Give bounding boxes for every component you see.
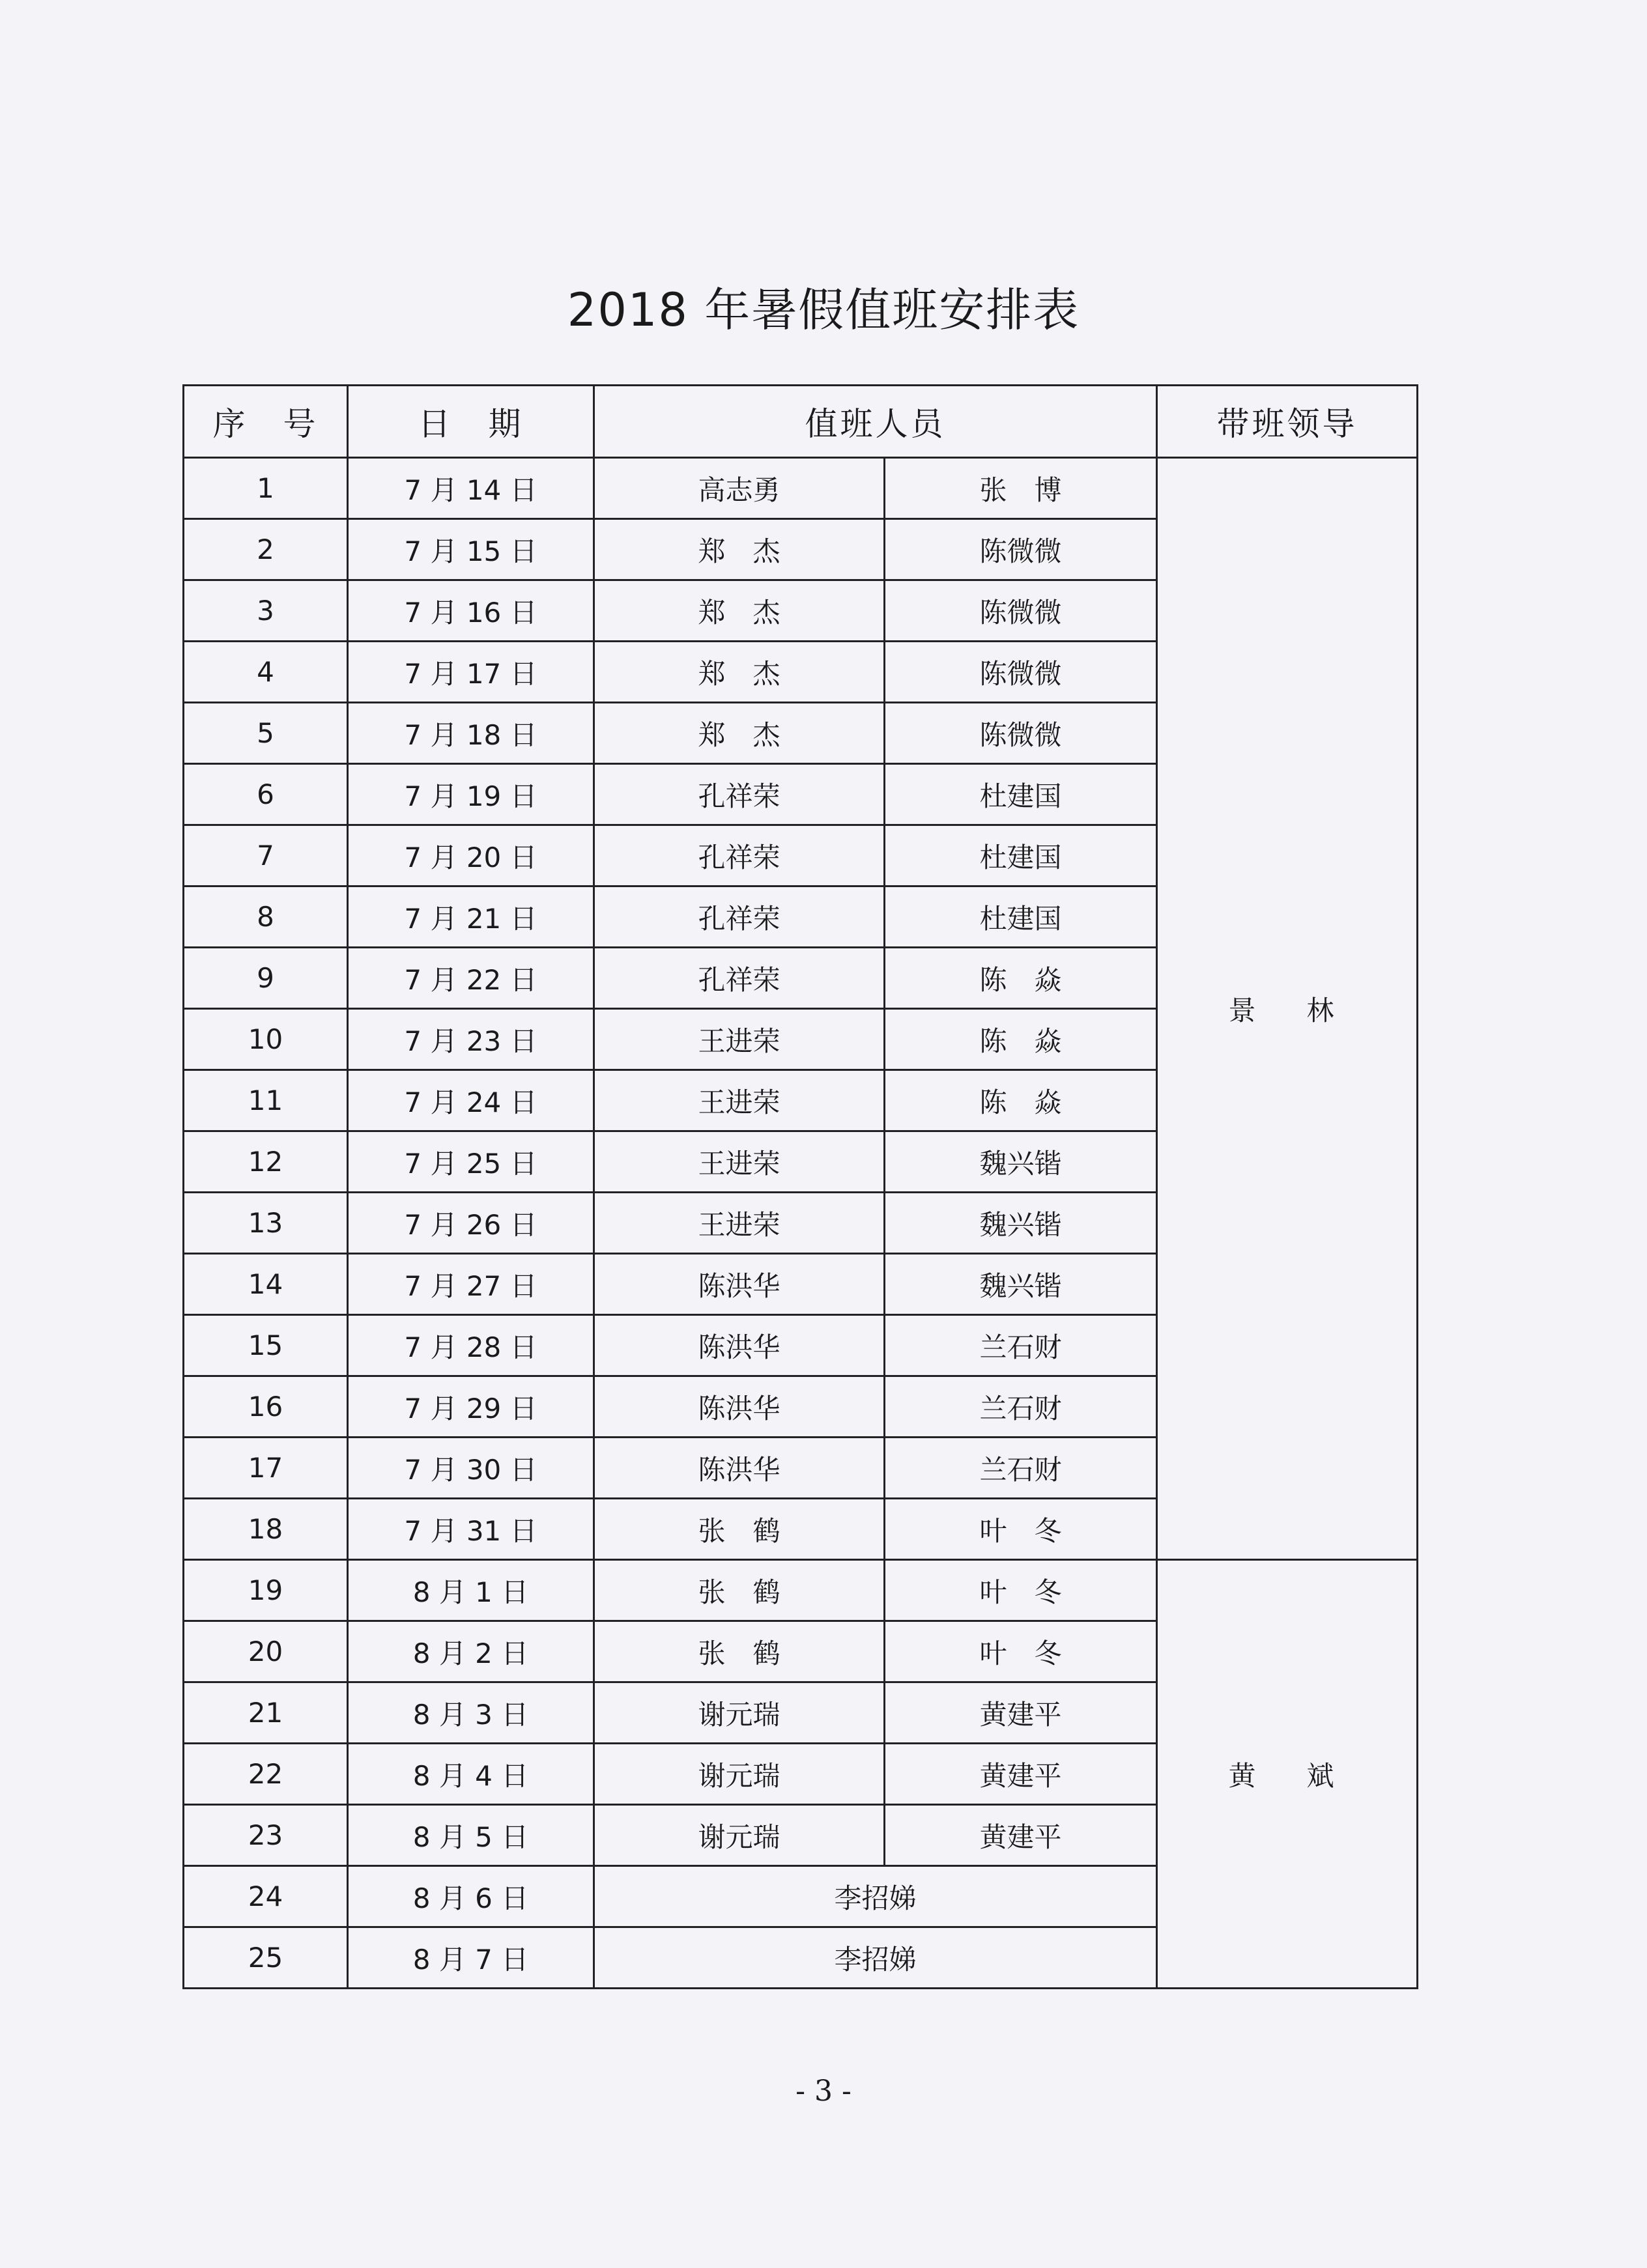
cell-staff-2: 陈微微 xyxy=(885,703,1157,764)
cell-staff-1: 王进荣 xyxy=(594,1193,885,1254)
cell-date: 8 月 4 日 xyxy=(348,1744,594,1805)
table-row xyxy=(184,458,1418,519)
cell-staff-1: 谢元瑞 xyxy=(594,1744,885,1805)
cell-date: 8 月 7 日 xyxy=(348,1927,594,1989)
cell-seq: 20 xyxy=(184,1621,348,1682)
cell-seq: 8 xyxy=(184,886,348,948)
cell-date: 7 月 31 日 xyxy=(348,1499,594,1560)
cell-staff-1: 陈洪华 xyxy=(594,1376,885,1438)
cell-seq: 21 xyxy=(184,1682,348,1744)
table-row xyxy=(184,1560,1418,1621)
cell-seq: 24 xyxy=(184,1866,348,1927)
table-body xyxy=(184,458,1418,1989)
cell-staff-1: 陈洪华 xyxy=(594,1438,885,1499)
cell-staff-2: 陈 焱 xyxy=(885,948,1157,1009)
cell-date: 7 月 15 日 xyxy=(348,519,594,580)
cell-date: 7 月 21 日 xyxy=(348,886,594,948)
cell-seq: 6 xyxy=(184,764,348,825)
cell-date: 7 月 24 日 xyxy=(348,1070,594,1131)
cell-date: 7 月 14 日 xyxy=(348,458,594,519)
cell-date: 7 月 28 日 xyxy=(348,1315,594,1376)
cell-date: 7 月 30 日 xyxy=(348,1438,594,1499)
cell-staff-1: 郑 杰 xyxy=(594,703,885,764)
cell-seq: 18 xyxy=(184,1499,348,1560)
cell-staff-1: 谢元瑞 xyxy=(594,1682,885,1744)
cell-staff-2: 叶 冬 xyxy=(885,1499,1157,1560)
page-number: - 3 - xyxy=(795,2075,852,2108)
cell-staff-2: 兰石财 xyxy=(885,1438,1157,1499)
cell-staff-2: 张 博 xyxy=(885,458,1157,519)
cell-staff-2: 黄建平 xyxy=(885,1744,1157,1805)
cell-leader: 景 林 xyxy=(1157,458,1418,1560)
cell-staff-2: 陈微微 xyxy=(885,519,1157,580)
cell-seq: 2 xyxy=(184,519,348,580)
cell-date: 7 月 23 日 xyxy=(348,1009,594,1070)
cell-staff-2: 魏兴锴 xyxy=(885,1193,1157,1254)
cell-staff-1: 郑 杰 xyxy=(594,519,885,580)
cell-staff-1: 谢元瑞 xyxy=(594,1805,885,1866)
cell-staff-2: 杜建国 xyxy=(885,764,1157,825)
cell-seq: 25 xyxy=(184,1927,348,1989)
table-header-row xyxy=(184,386,1418,458)
cell-seq: 13 xyxy=(184,1193,348,1254)
cell-date: 7 月 29 日 xyxy=(348,1376,594,1438)
cell-staff-1: 孔祥荣 xyxy=(594,825,885,886)
cell-date: 8 月 3 日 xyxy=(348,1682,594,1744)
cell-date: 8 月 5 日 xyxy=(348,1805,594,1866)
header-staff: 值班人员 xyxy=(594,386,1157,458)
cell-date: 7 月 27 日 xyxy=(348,1254,594,1315)
cell-date: 7 月 26 日 xyxy=(348,1193,594,1254)
cell-staff-1: 郑 杰 xyxy=(594,642,885,703)
cell-staff-1: 孔祥荣 xyxy=(594,948,885,1009)
cell-staff-single: 李招娣 xyxy=(594,1866,1157,1927)
cell-staff-2: 魏兴锴 xyxy=(885,1131,1157,1193)
cell-staff-1: 王进荣 xyxy=(594,1131,885,1193)
cell-date: 8 月 1 日 xyxy=(348,1560,594,1621)
cell-staff-1: 王进荣 xyxy=(594,1009,885,1070)
header-date: 日 期 xyxy=(348,386,594,458)
cell-seq: 10 xyxy=(184,1009,348,1070)
cell-staff-1: 张 鹤 xyxy=(594,1560,885,1621)
cell-seq: 15 xyxy=(184,1315,348,1376)
cell-staff-2: 杜建国 xyxy=(885,886,1157,948)
cell-seq: 11 xyxy=(184,1070,348,1131)
cell-staff-1: 孔祥荣 xyxy=(594,886,885,948)
cell-date: 8 月 2 日 xyxy=(348,1621,594,1682)
cell-seq: 22 xyxy=(184,1744,348,1805)
cell-seq: 19 xyxy=(184,1560,348,1621)
cell-date: 7 月 19 日 xyxy=(348,764,594,825)
cell-staff-1: 高志勇 xyxy=(594,458,885,519)
cell-date: 7 月 17 日 xyxy=(348,642,594,703)
cell-staff-2: 黄建平 xyxy=(885,1682,1157,1744)
cell-staff-1: 张 鹤 xyxy=(594,1499,885,1560)
cell-date: 7 月 25 日 xyxy=(348,1131,594,1193)
cell-leader: 黄 斌 xyxy=(1157,1560,1418,1989)
cell-staff-1: 郑 杰 xyxy=(594,580,885,642)
cell-staff-2: 陈 焱 xyxy=(885,1070,1157,1131)
cell-staff-2: 黄建平 xyxy=(885,1805,1157,1866)
cell-date: 7 月 22 日 xyxy=(348,948,594,1009)
cell-staff-1: 张 鹤 xyxy=(594,1621,885,1682)
cell-seq: 16 xyxy=(184,1376,348,1438)
cell-staff-2: 叶 冬 xyxy=(885,1621,1157,1682)
cell-staff-2: 陈微微 xyxy=(885,580,1157,642)
cell-staff-2: 兰石财 xyxy=(885,1315,1157,1376)
cell-staff-1: 陈洪华 xyxy=(594,1254,885,1315)
cell-seq: 9 xyxy=(184,948,348,1009)
cell-seq: 5 xyxy=(184,703,348,764)
cell-date: 7 月 18 日 xyxy=(348,703,594,764)
cell-staff-2: 兰石财 xyxy=(885,1376,1157,1438)
page-title: 2018 年暑假值班安排表 xyxy=(567,283,1080,337)
cell-staff-2: 叶 冬 xyxy=(885,1560,1157,1621)
cell-staff-2: 陈 焱 xyxy=(885,1009,1157,1070)
cell-staff-2: 魏兴锴 xyxy=(885,1254,1157,1315)
cell-staff-2: 杜建国 xyxy=(885,825,1157,886)
cell-seq: 14 xyxy=(184,1254,348,1315)
cell-staff-2: 陈微微 xyxy=(885,642,1157,703)
cell-seq: 7 xyxy=(184,825,348,886)
cell-staff-1: 王进荣 xyxy=(594,1070,885,1131)
header-leader: 带班领导 xyxy=(1157,386,1418,458)
cell-seq: 12 xyxy=(184,1131,348,1193)
cell-date: 7 月 20 日 xyxy=(348,825,594,886)
header-seq: 序 号 xyxy=(184,386,348,458)
cell-date: 7 月 16 日 xyxy=(348,580,594,642)
cell-seq: 23 xyxy=(184,1805,348,1866)
cell-seq: 3 xyxy=(184,580,348,642)
duty-schedule-table xyxy=(182,384,1418,1989)
cell-date: 8 月 6 日 xyxy=(348,1866,594,1927)
cell-seq: 4 xyxy=(184,642,348,703)
cell-seq: 1 xyxy=(184,458,348,519)
cell-staff-1: 陈洪华 xyxy=(594,1315,885,1376)
cell-staff-1: 孔祥荣 xyxy=(594,764,885,825)
cell-staff-single: 李招娣 xyxy=(594,1927,1157,1989)
cell-seq: 17 xyxy=(184,1438,348,1499)
